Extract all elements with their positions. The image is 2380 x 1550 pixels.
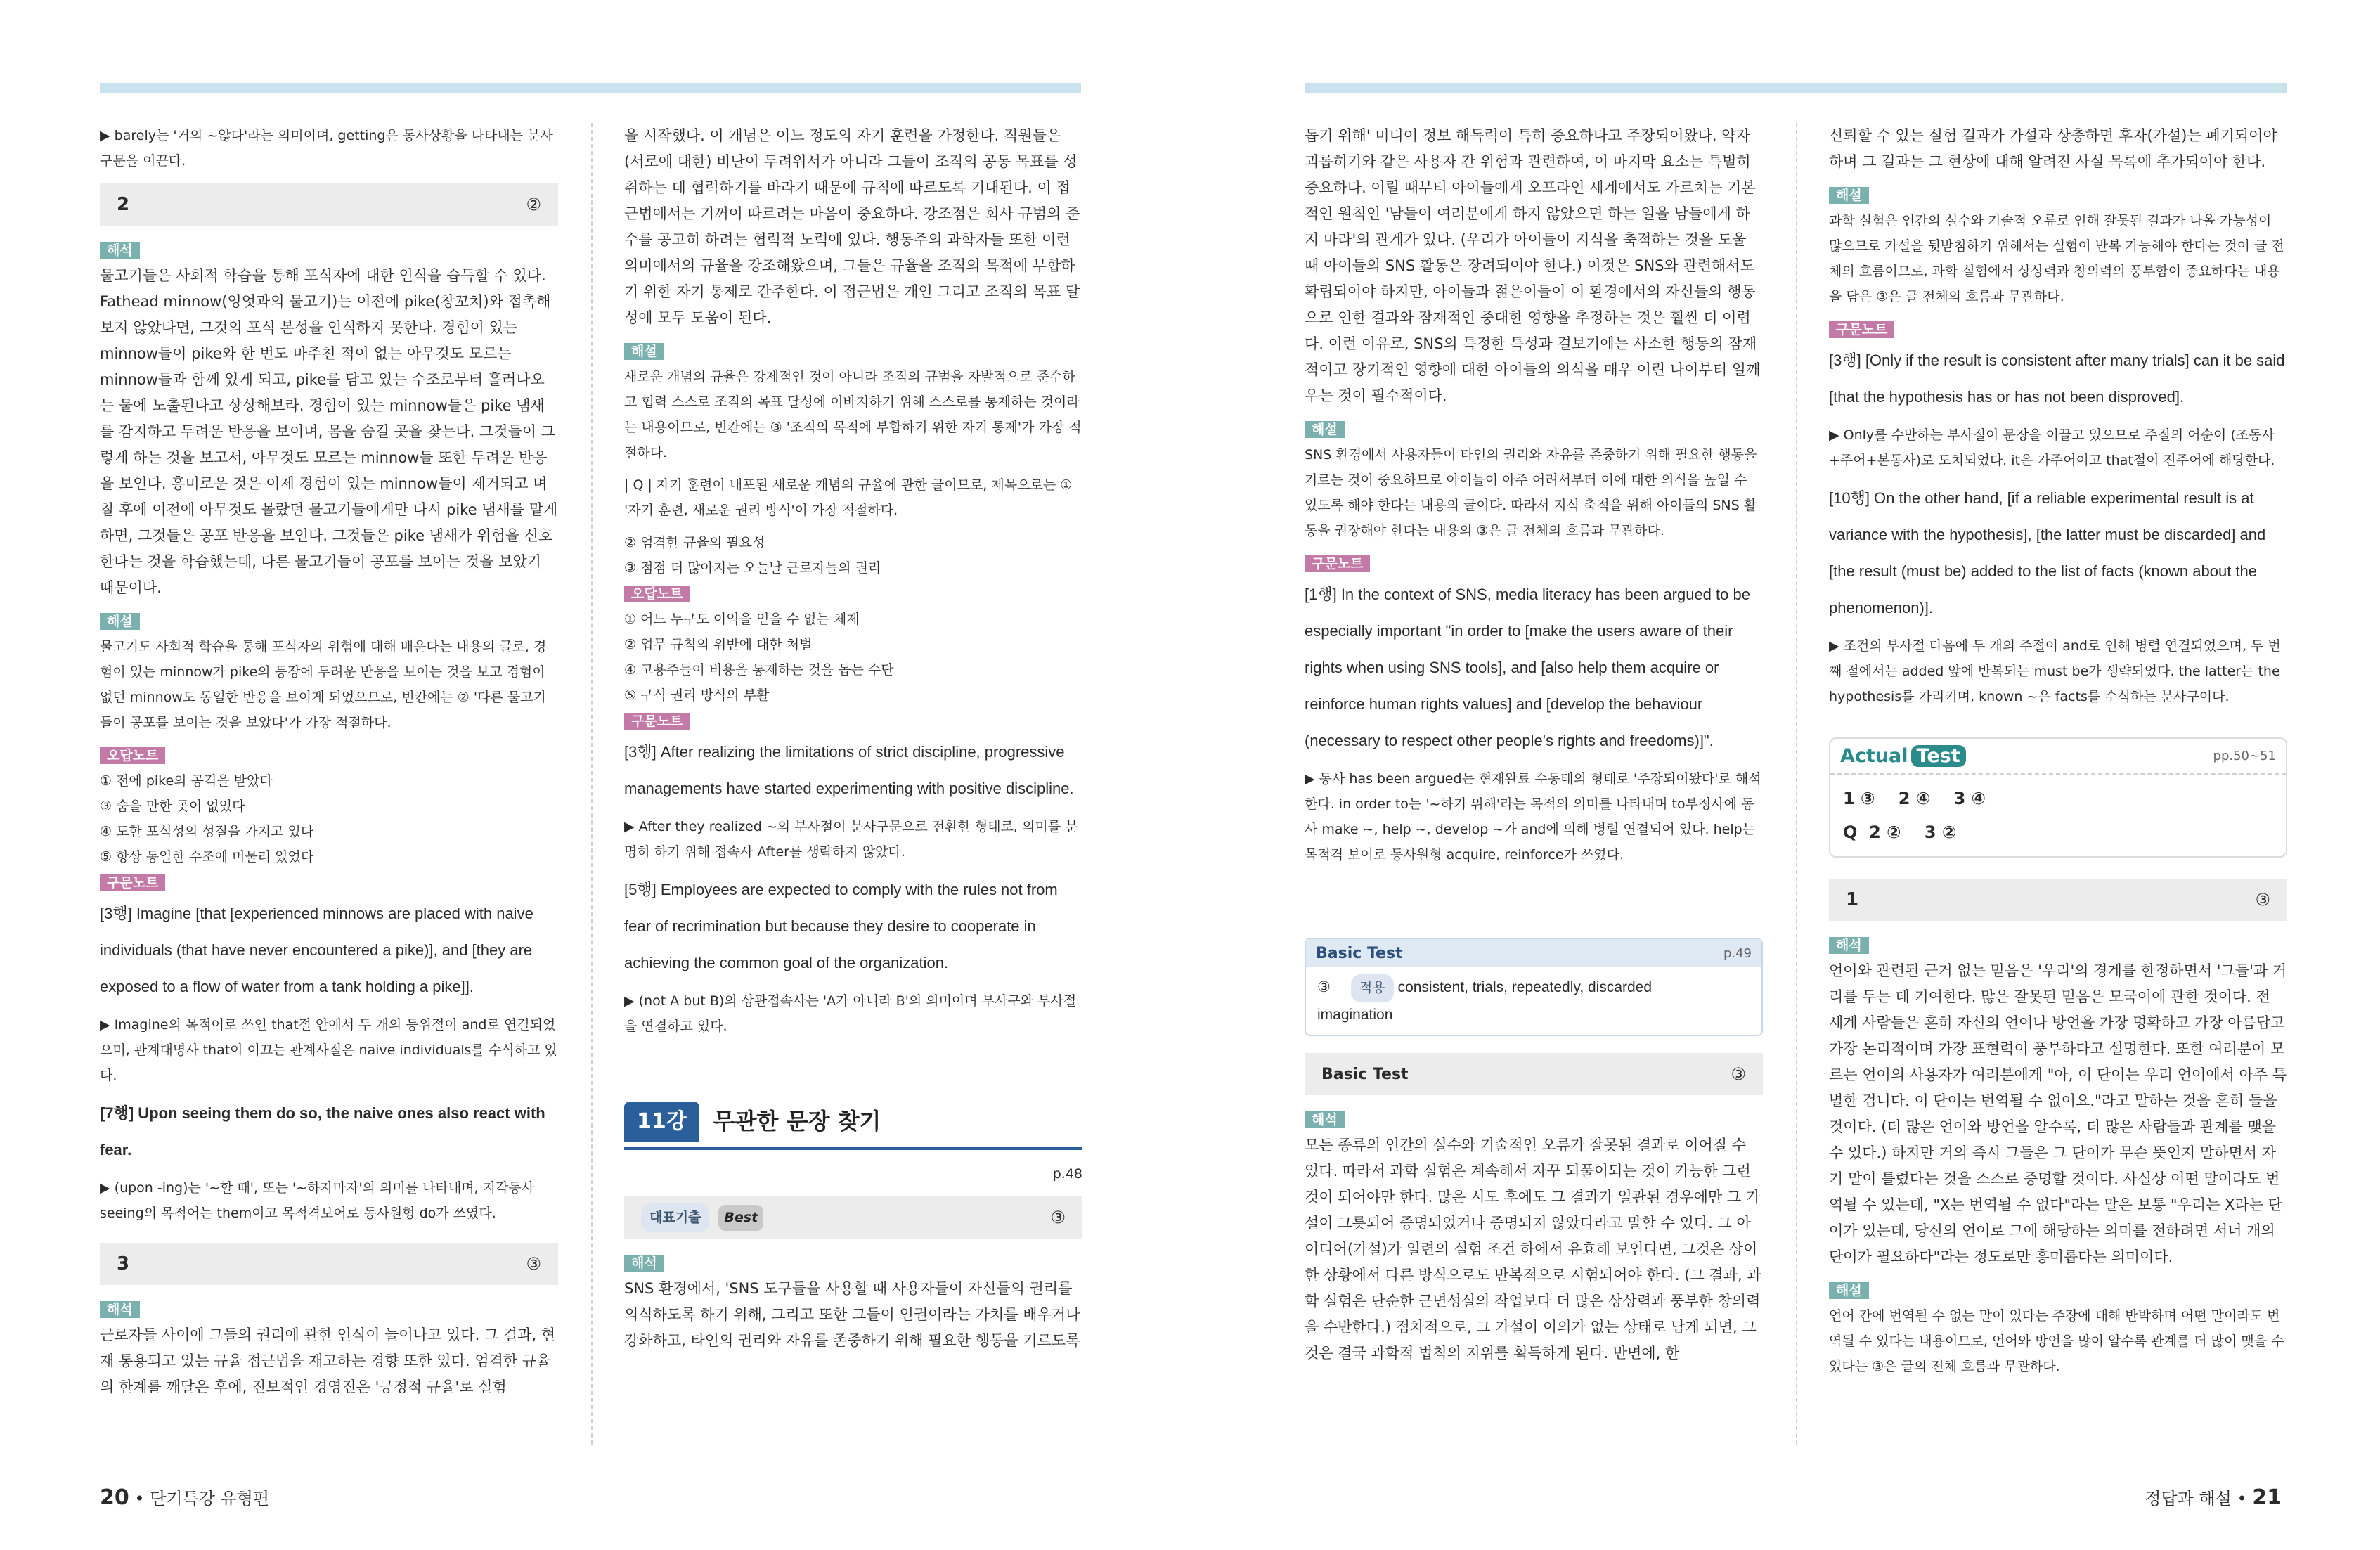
representative-question-header bbox=[624, 1196, 1082, 1239]
actual-label: Actual bbox=[1840, 745, 1908, 767]
book-title: 단기특강 유형편 bbox=[150, 1489, 270, 1509]
title-question-note: | Q | 자기 훈련이 내포된 새로운 개념의 규율에 관한 글이므로, 제목으로는 ① '자기 훈련, 새로운 권리 방식'이 가장 적절하다. bbox=[624, 477, 1073, 518]
translation-tag: 해석 bbox=[1829, 937, 1869, 954]
actual-test-title bbox=[1840, 743, 1966, 769]
actual-test-answers bbox=[1830, 775, 2286, 856]
right-page-header-bar bbox=[1305, 83, 2287, 93]
translation-text: 모든 종류의 인간의 실수와 기술적인 오류가 잘못된 결과로 이어질 수 있다. 따라서 과학 실험은 계속해서 자꾸 되풀이되는 것이 가능한 그런 것이 되어야만 한다. 많은 시도 후에도 그 결과가 일관된 경우에만 그 가설이 그릇되어 증명되었거나 증명되지 않았다라고 말할 수 있다. 그 아이디어(가설)가 일련의 실험 조건 하에서 유효해 보인다면, 그것은 상이한 상황에서 다른 방식으로도 반복적으로 시험되어야 한다. (그 결과, 과학 실험은 단순한 근면성실의 작업보다 더 많은 상상력과 풍부한 창의력을 수반한다.) 점차적으로, 그 가설이 이의가 없는 상태로 남게 되면, 그것은 결국 과학적 법칙의 지위를 획득하게 된다. 반면에, 한 bbox=[1305, 1137, 1761, 1362]
translation-text: 돕기 위해' 미디어 정보 해독력이 특히 중요하다고 주장되어왔다. 약자 괴롭히기와 같은 사용자 간 위험과 관련하여, 이 마지막 요소는 특별히 중요하다. 어릴 때부터 아이들에게 오프라인 세계에서도 가르치는 기본적인 원칙인 '남들이 여러분에게 하지 않았으면 하는 일을 남들에게 하지 마라'의 관계가 있다. (우리가 아이들이 지식을 축적하는 것을 도울 때 아이들의 SNS 활동은 장려되어야 한다.) 이것은 SNS와 관련해서도 확립되어야 하지만, 아이들과 젊은이들이 이 환경에서의 자신들의 행동으로 인한 결과와 잠재적인 중대한 영향을 추정하는 것은 훨씬 더 어렵다. 이런 이유로, SNS의 특정한 특성과 결보기에는 사소한 행동의 잠재적이고 장기적인 영향에 대한 아이들의 의식을 매우 어린 나이부터 일깨우는 것이 필수적이다. bbox=[1305, 127, 1761, 404]
explanation-tag: 해설 bbox=[1305, 421, 1345, 438]
right-page-column-1 bbox=[1305, 123, 1763, 1374]
section-title: 정답과 해설 bbox=[2145, 1489, 2232, 1509]
syntax-sentence: [3행] Imagine [that [experienced minnows are placed with naive individuals (that have never encountered a pike)], and [they are exposed to a flow of water from a tank holding a pike]]. bbox=[100, 905, 533, 995]
syntax-note-tag: 구문노트 bbox=[100, 874, 165, 891]
syntax-sentence: [1행] In the context of SNS, media literacy has been argued to be especially important "in order to [make the users aware of their rights when using SNS tools], and [also help them acquire or reinforce human rights values] and [develop the behaviour (necessary to respect other people's rights and freedoms)]". bbox=[1305, 586, 1750, 749]
list-item: ② 업무 규칙의 위반에 대한 처벌 bbox=[624, 637, 813, 652]
syntax-note: ▶ Imagine의 목적어로 쓰인 that절 안에서 두 개의 등위절이 and로 연결되었으며, 관계대명사 that이 이끄는 관계사절은 naive individuals를 수식하고 있다. bbox=[100, 1017, 557, 1083]
translation-text: 을 시작했다. 이 개념은 어느 정도의 자기 훈련을 가정한다. 직원들은 (서로에 대한) 비난이 두려워서가 아니라 그들이 조직의 공동 목표를 성취하는 데 협력하기를 바라기 때문에 규칙에 따르도록 기대된다. 이 접근법에서는 기꺼이 따르려는 마음이 중요하다. 강조점은 회사 규범의 준수를 공고히 하려는 협력적 노력에 있다. 행동주의 과학자들 또한 이런 의미에서의 규율을 강조해왔으며, 그들은 규율을 조직의 목적에 부합하기 위한 자기 통제로 간주한다. 이 접근법은 개인 그리고 조직의 목표 달성에 모두 도움이 된다. bbox=[624, 127, 1080, 326]
lesson-title: 무관한 문장 찾기 bbox=[713, 1107, 881, 1135]
question-answer: ② bbox=[526, 194, 541, 214]
right-column-divider bbox=[1796, 123, 1797, 1445]
explanation-text: SNS 환경에서 사용자들이 타인의 권리와 자유를 존중하기 위해 필요한 행동을 기르는 것이 중요하므로 아이들이 아주 어려서부터 이에 대한 의식을 높일 수 있도록 해야 한다는 내용의 글이다. 따라서 지식 축적을 위해 아이들의 SNS 활동을 권장해야 한다는 내용의 ③은 글 전체의 흐름과 무관하다. bbox=[1305, 447, 1757, 538]
apply-label: 적용 bbox=[1351, 974, 1394, 1002]
basic-test-question-header bbox=[1305, 1053, 1763, 1095]
list-item: ② 엄격한 규율의 필요성 bbox=[624, 535, 765, 550]
question-number: 3 bbox=[117, 1253, 130, 1274]
syntax-sentence: [3행] After realizing the limitations of strict discipline, progressive managements have started experimenting with positive discipline. bbox=[624, 743, 1074, 797]
basic-test-box bbox=[1305, 938, 1763, 1036]
syntax-sentence: [10행] On the other hand, [if a reliable experimental result is at variance with the hypothesis], [the latter must be discarded] and [the result (must be) added to the list of facts (known about the phenomenon)]. bbox=[1829, 489, 2266, 616]
basic-test-title bbox=[1316, 941, 1403, 967]
representative-label: 대표기출 bbox=[641, 1203, 709, 1232]
page-number: 21 bbox=[2252, 1485, 2282, 1510]
basic-item-3: imagination bbox=[1317, 1007, 1393, 1023]
answer-row: Q 2 ② 3 ② bbox=[1843, 822, 1957, 842]
question-number: Basic Test bbox=[1321, 1065, 1409, 1083]
left-page-header-bar bbox=[100, 83, 1081, 93]
title-question-list bbox=[624, 530, 1082, 581]
test-label: Test bbox=[1366, 944, 1403, 962]
explanation-text: 물고기도 사회적 학습을 통해 포식자의 위험에 대해 배운다는 내용의 글로, 경험이 있는 minnow가 pike의 등장에 두려운 반응을 보이는 것을 보고 경험이 없던 minnow도 동일한 반응을 보이게 되었으므로, 빈칸에는 ② '다른 물고기들이 공포를 보이는 것을 보았다'가 가장 적절하다. bbox=[100, 639, 547, 730]
footer-bullet: • bbox=[134, 1489, 150, 1509]
left-page-column-1 bbox=[100, 123, 558, 1407]
question-answer: ③ bbox=[2255, 889, 2270, 910]
translation-tag: 해석 bbox=[624, 1255, 664, 1272]
answer-row: 1 ③ 2 ④ 3 ④ bbox=[1843, 789, 1986, 808]
right-page-column-2 bbox=[1829, 123, 2287, 1386]
lesson-header bbox=[624, 1095, 1082, 1150]
explanation-text: 과학 실험은 인간의 실수와 기술적 오류로 인해 잘못된 결과가 나올 가능성이 많으므로 가설을 뒷받침하기 위해서는 실험이 반복 가능해야 한다는 것이 글 전체의 흐름이므로, 과학 실험에서 상상력과 창의력의 풍부함이 중요하다는 내용을 담은 ③은 글 전체의 흐름과 무관하다. bbox=[1829, 213, 2284, 304]
syntax-note: ▶ (not A but B)의 상관접속사는 'A가 아니라 B'의 의미이며 부사구와 부사절을 연결하고 있다. bbox=[624, 993, 1077, 1034]
translation-tag: 해석 bbox=[1305, 1111, 1345, 1128]
translation-text: SNS 환경에서, 'SNS 도구들을 사용할 때 사용자들이 자신들의 권리를 의식하도록 하기 위해, 그리고 또한 그들이 인권이라는 가치를 배우거나 강화하고, 타인의 권리와 자유를 존중하기 위해 필요한 행동을 기르도록 bbox=[624, 1280, 1080, 1349]
translation-text: 근로자들 사이에 그들의 권리에 관한 인식이 늘어나고 있다. 그 결과, 현재 통용되고 있는 규율 접근법을 재고하는 경향 또한 있다. 엄격한 규율의 한계를 깨달은 후에, 진보적인 경영진은 '긍정적 규율'로 실험 bbox=[100, 1326, 556, 1395]
explanation-text: 새로운 개념의 규율은 강제적인 것이 아니라 조직의 규범을 자발적으로 준수하고 협력 스스로 조직의 목표 달성에 이바지하기 위해 스스로를 통제하는 것이라는 내용이므로, 빈칸에는 ③ '조직의 목적에 부합하기 위한 자기 통제'가 가장 적절하다. bbox=[624, 369, 1082, 460]
footer-bullet: • bbox=[2237, 1489, 2253, 1509]
question-answer: ③ bbox=[1050, 1207, 1066, 1227]
actual-test-page: pp.50~51 bbox=[2213, 749, 2276, 763]
syntax-note: ▶ 조건의 부사절 다음에 두 개의 주절이 and로 인해 병렬 연결되었으며, 두 번째 절에서는 added 앞에 반복되는 must be가 생략되었다. the latter는 the hypothesis를 가리키며, known ~은 facts를 수식하는 분사구이다. bbox=[1829, 638, 2281, 704]
actual-test-box bbox=[1829, 737, 2287, 858]
basic-test-page: p.49 bbox=[1723, 945, 1752, 961]
question-number: 1 bbox=[1846, 889, 1859, 910]
list-item: ③ 점점 더 많아지는 오늘날 근로자들의 권리 bbox=[624, 560, 881, 576]
wrong-note-list bbox=[624, 607, 1082, 708]
left-page-column-2 bbox=[624, 123, 1082, 1361]
basic-test-body bbox=[1306, 967, 1761, 1035]
question-2-header bbox=[100, 183, 558, 226]
translation-tag: 해석 bbox=[100, 1301, 140, 1318]
list-item: ③ 숨을 만한 곳이 없었다 bbox=[100, 799, 245, 814]
syntax-sentence: [7행] Upon seeing them do so, the naive ones also react with fear. bbox=[100, 1104, 545, 1158]
question-answer: ③ bbox=[1731, 1064, 1746, 1084]
question-3-header bbox=[100, 1243, 558, 1285]
left-column-divider bbox=[591, 123, 593, 1445]
question-1-header bbox=[1829, 879, 2287, 921]
translation-text: 신뢰할 수 있는 실험 결과가 가설과 상충하면 후자(가설)는 폐기되어야 하며 그 결과는 그 현상에 대해 알려진 사실 목록에 추가되어야 한다. bbox=[1829, 127, 2277, 170]
lesson-number: 11강 bbox=[624, 1102, 699, 1142]
syntax-note: ▶ 동사 has been argued는 현재완료 수동태의 형태로 '주장되어왔다'로 해석한다. in order to는 '~하기 위해'라는 목적의 의미를 나타내며 to부정사에 동사 make ~, help ~, develop ~가 and에 의해 병렬 연결되어 있다. help는 목적격 보어로 동사원형 acquire, reinforce가 쓰였다. bbox=[1305, 771, 1761, 863]
basic-label: Basic bbox=[1316, 944, 1362, 962]
list-item: ⑤ 구식 권리 방식의 부활 bbox=[624, 687, 770, 703]
syntax-note: ▶ After they realized ~의 부사절이 분사구문으로 전환한 형태로, 의미를 분명히 하기 위해 접속사 After를 생략하지 않았다. bbox=[624, 819, 1078, 860]
actual-test-header bbox=[1830, 739, 2286, 775]
explanation-text: 언어 간에 번역될 수 없는 말이 있다는 주장에 대해 반박하며 어떤 말이라도 번역될 수 있다는 내용이므로, 언어와 방언을 많이 알수록 관계를 더 많이 맺을 수 있다는 ③은 글의 전체 흐름과 무관하다. bbox=[1829, 1308, 2284, 1374]
syntax-note-tag: 구문노트 bbox=[624, 713, 690, 730]
explanation-tag: 해설 bbox=[100, 613, 140, 630]
page-reference: p.48 bbox=[1052, 1166, 1082, 1182]
syntax-sentence: [3행] [Only if the result is consistent after many trials] can it be said [that the hypothesis has or has not been disproved]. bbox=[1829, 351, 2285, 406]
list-item: ⑤ 항상 동일한 수조에 머물러 있었다 bbox=[100, 849, 314, 865]
representative-label-group bbox=[641, 1203, 763, 1232]
list-item: ④ 도한 포식성의 성질을 가지고 있다 bbox=[100, 824, 314, 839]
question-number: 2 bbox=[117, 193, 130, 215]
syntax-note-tag: 구문노트 bbox=[1305, 555, 1370, 572]
page-number: 20 bbox=[100, 1485, 129, 1510]
explanation-tag: 해설 bbox=[1829, 187, 1869, 204]
basic-item-2: consistent, trials, repeatedly, discarded bbox=[1397, 979, 1653, 995]
translation-text: 물고기들은 사회적 학습을 통해 포식자에 대한 인식을 습득할 수 있다. Fathead minnow(잉엇과의 물고기)는 이전에 pike(창꼬치)와 접촉해보지 않았다면, 그것의 포식 본성을 인식하지 못한다. 경험이 있는 minnow들이 pike와 한 번도 마주친 적이 없는 아무것도 모르는 minnow들과 함께 있게 되고, pike를 담고 있는 수조로부터 흘러나오는 물에 노출된다고 상상해보라. 경험이 있는 minnow들은 pike 냄새를 감지하고 두려운 반응을 보이며, 몸을 숨길 곳을 찾는다. 그것들이 그렇게 하는 것을 보고서, 아무것도 모르는 minnow들 또한 두려운 반응을 보인다. 흥미로운 것은 이제 경험이 있는 minnow들이 제거되고 며칠 후에 이전에 아무것도 몰랐던 물고기들에게만 다시 pike 냄새를 맡게 하면, 그것들은 공포 반응을 보인다. 그것들은 pike 냄새가 위험을 신호한다는 것을 학습했는데, 다른 물고기들이 공포를 보이는 것을 보았기 때문이다. bbox=[100, 267, 558, 596]
syntax-note: ▶ Only를 수반하는 부사절이 문장을 이끌고 있으므로 주절의 어순이 (조동사+주어+본동사)로 도치되었다. it은 가주어이고 that절이 진주어에 해당한다. bbox=[1829, 427, 2275, 468]
translation-tag: 해석 bbox=[100, 242, 140, 259]
test-label: Test bbox=[1911, 745, 1966, 767]
right-page-footer bbox=[2145, 1485, 2282, 1510]
intro-note: ▶ barely는 '거의 ~않다'라는 의미이며, getting은 동사상황을 나타내는 분사구문을 이끈다. bbox=[100, 128, 553, 169]
syntax-note: ▶ (upon -ing)는 '~할 때', 또는 '~하자마자'의 의미를 나타내며, 지각동사 seeing의 목적어는 them이고 목적격보어로 동사원형 do가 쓰였다. bbox=[100, 1180, 535, 1221]
question-answer: ③ bbox=[526, 1253, 541, 1274]
syntax-note-tag: 구문노트 bbox=[1829, 321, 1894, 338]
explanation-tag: 해설 bbox=[624, 343, 664, 360]
list-item: ④ 고용주들이 비용을 통제하는 것을 돕는 수단 bbox=[624, 662, 894, 678]
basic-item-1: ③ bbox=[1317, 979, 1331, 995]
wrong-note-tag: 오답노트 bbox=[624, 586, 690, 602]
wrong-note-list bbox=[100, 768, 558, 870]
list-item: ① 어느 누구도 이익을 얻을 수 없는 체제 bbox=[624, 612, 860, 627]
best-badge: Best bbox=[718, 1205, 763, 1231]
translation-text: 언어와 관련된 근거 없는 믿음은 '우리'의 경계를 한정하면서 '그들'과 거리를 두는 데 기여한다. 많은 잘못된 믿음은 모국어에 관한 것이다. 전 세계 사람들은 흔히 자신의 언어나 방언을 가장 명확하고 가장 아름답고 가장 논리적이며 가장 표현력이 풍부하다고 설명한다. 또한 여러분이 모르는 언어의 사용자가 여러분에게 "아, 이 단어는 우리 언어에서 아주 특별한 겁니다. 이 단어는 번역될 수 없어요."라고 말하는 것을 흔히 들을 것이다. (더 많은 언어와 방언을 알수록, 더 많은 사람들과 관계를 맺을 수 있다.) 하지만 거의 즉시 그들은 그 단어가 무슨 뜻인지 말하면서 자기 말이 틀렸다는 것을 스스로 증명할 것이다. 사실상 어떤 말이라도 번역될 수 있는데, "X는 번역될 수 없다"라는 말은 보통 "우리는 X라는 단어가 있는데, 당신의 언어로 그에 해당하는 의미를 전하려면 서너 개의 단어가 필요하다"라는 정도로만 흥미롭다는 의미이다. bbox=[1829, 962, 2287, 1265]
list-item: ① 전에 pike의 공격을 받았다 bbox=[100, 773, 273, 789]
left-page-footer bbox=[100, 1485, 269, 1510]
wrong-note-tag: 오답노트 bbox=[100, 747, 165, 764]
explanation-tag: 해설 bbox=[1829, 1282, 1869, 1299]
syntax-sentence: [5행] Employees are expected to comply with the rules not from fear of recrimination but because they desire to cooperate in achieving the common goal of the organization. bbox=[624, 881, 1058, 971]
basic-test-header bbox=[1306, 939, 1761, 967]
